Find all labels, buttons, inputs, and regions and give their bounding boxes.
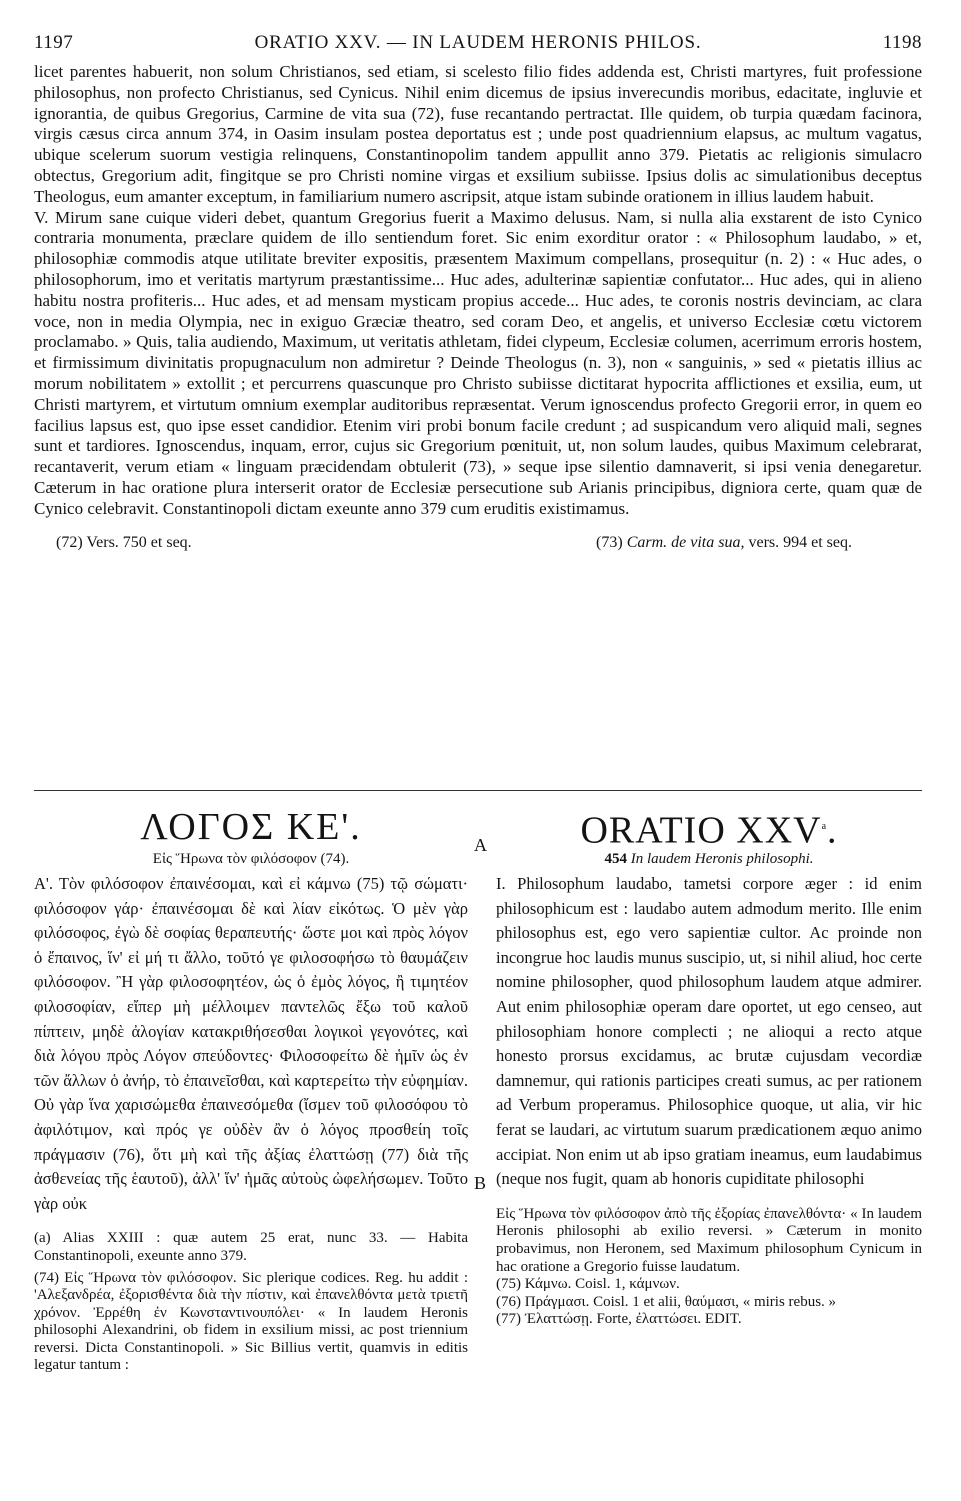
footnote-a: (a) Alias XXIII : quæ autem 25 erat, nunc 33. — Habita Constantinopoli, exeunte anno 379. <box>34 1230 468 1264</box>
greek-text: Α'. Τὸν φιλόσοφον ἐπαινέσομαι, καὶ εἰ κάμνω (75) τῷ σώματι· φιλόσοφον γάρ· ἐπαινέσομαι δὲ καὶ λίαν εἰκότως. Ὁ μὲν γὰρ φιλόσοφος, ἐγὼ δὲ σοφίας θεραπευτής· ὥστε μοι καὶ πρὸς λόγον ὁ ἔπαινος, ἵν' εἰ μή τι ἄλλο, τοῦτό γε φιλοσοφήσω τὸ θαυμάζειν φιλόσοφον. Ἢ γὰρ φιλοσοφητέον, ὡς ὁ ἐμὸς λόγος, ἢ τιμητέον φιλοσοφίαν, εἴπερ μὴ μέλλοιμεν παντελῶς ἔξω τοῦ καλοῦ πίπτειν, μηδὲ ἀλογίαν κατακριθήσεσθαι λογικοὶ γεγονότες, καὶ διὰ λόγου πρὸς Λόγον σπεύδοντες· Φιλοσοφείτω δὲ ἡμῖν ὡς ἐν τῶν ἄλλων ὁ ἀνήρ, τὸ ἐπαινεῖσθαι, καὶ καρτερείτω τὴν εὐφημίαν. Οὐ γὰρ ἵνα χαρισώμεθα ἐπαινεσόμεθα (ἴσμεν τοῦ φιλοσόφου τὸ ἀφιλότιμον, καὶ πρός γε οὐδὲν ἂν ὁ λόγος προσθείη τοῖς πράγμασιν (76), ὅτι μὴ καὶ τῆς ἀξίας ἐλαττώσῃ (77) διὰ τῆς ἀσθενείας τῆς ἑαυτοῦ), ἀλλ' ἵν' ἡμᾶς αὐτοὺς ὠφελήσωμεν. Τοῦτο γὰρ οὐκ <box>34 874 468 1213</box>
greek-title: ΛΟΓΟΣ ΚΕ'. <box>140 806 362 848</box>
margin-letter-a: A <box>474 835 487 855</box>
footnote-75: (75) Κάμνω. Coisl. 1, κάμνων. <box>496 1276 680 1293</box>
latin-column <box>496 805 922 1329</box>
latin-text: I. Philosophum laudabo, tametsi corpore æger : id enim philosophicum est : laudabo autem admodum merito. Ille enim philosophus est, ego vero sapientiæ cultor. Ac proinde non incongrue hoc laudis munus suscipio, ut, si nihil aliud, hoc certe nomine philosopher, quod philosophum laudem atque admirer. Aut enim philosophiæ operam dare oportet, ut ego censeo, aut philosophiam honore complecti ; ne alioqui a recto atque honesto prorsus excidamus, ac brutæ cujusdam vecordiæ damnemur, qui rationis participes creati sumus, ac per rationem ad Verbum properamus. Philosophice quoque, ut alia, vir hic ferat se laudari, ac virtutum suarum prædicationem æquo animo accipiat. Non enim ut ab ipso gratiam ineamus, eum laudabimus (neque nos fugit, quam ab honoris cupiditate philosophi <box>496 874 922 1189</box>
latin-subtitle: 454 In laudem Heronis philosophi. <box>604 851 814 867</box>
page-number-left: 1197 <box>34 32 74 53</box>
footnote-73: (73) Carm. de vita sua, vers. 994 et seq. <box>596 533 852 551</box>
latin-footnotes <box>496 1206 922 1329</box>
footnote-77: (77) Ἐλαττώσῃ. Forte, ἐλαττώσει. EDIT. <box>496 1311 742 1328</box>
footnote-74: (74) Εἰς Ἥρωνα τὸν φιλόσοφον. Sic plerique codices. Reg. hu addit : 'Αλεξανδρέα, ἐξορισθέντα διὰ τὴν πίστιν, καὶ ἐπανελθόντα μετὰ τριετῆ χρόνον. Ἐρρέθη ἐν Κωνσταντινουπόλει· « In laudem Heronis philosophi Alexandrini, ob fidem in exsilium missi, ac post triennium reversi. Dicta Constantinopoli. » Sic Billius vertit, quamvis in editis legatur tantum : <box>34 1269 468 1374</box>
margin-letter-b: B <box>474 1173 487 1193</box>
greek-footnotes <box>34 1230 468 1375</box>
footnote-76: (76) Πράγμασι. Coisl. 1 et alii, θαύμασι, « miris rebus. » <box>496 1293 837 1310</box>
running-title: ORATIO XXV. — IN LAUDEM HERONIS PHILOS. <box>254 32 702 53</box>
lower-section <box>34 0 922 1501</box>
latin-title: ORATIO XXV$^a$. <box>580 809 838 852</box>
greek-subtitle: Εἰς Ἥρωνα τὸν φιλόσοφον (74). <box>152 851 350 867</box>
footnote-72: (72) Vers. 750 et seq. <box>56 533 192 551</box>
column-number: 454 <box>604 851 627 867</box>
intro-paragraph-1: licet parentes habuerit, non solum Christianos, sed etiam, si scelesto filio fides addenda est, Christi martyres, fuit professione philosophus, non profecto Christianus, sed Cynicus. Nihil enim dicemus de ipsius inverecundis moribus, edacitate, ingluvie et ignorantia, de quibus Gregorius, Carmine de vita sua (72), fuse recantando pertractat. Ille quidem, ob turpia quædam facinora, virgis cæsus circa annum 374, in Oasim insulam postea deportatus est ; unde post quadriennium elapsus, ac multum vagatus, ubique scelerum suorum vestigia relinquens, Constantinopolim tandem appullit anno 379. Pietatis ac religionis simulacro obtectus, Gregorium adit, fingitque se pro Christi nomine virgas et exsilium subiisse. Ipsius dolis ac simulationibus deceptus Theologus, eum amanter exceptum, in familiarium numero ascripsit, atque istam subinde orationem in illius laudem habuit. <box>34 62 922 206</box>
footnote-marker-a: a <box>821 821 828 832</box>
greek-column <box>34 805 468 1375</box>
footnote-title-note: Εἰς Ἥρωνα τὸν φιλόσοφον ἀπὸ τῆς ἐξορίας ἐπανελθόντα· « In laudem Heronis philosophi ab exilio reversi. » Cæterum in monito probavimus, non Heronem, sed Maximum philosophum Cynicum in hac oratione a Gregorio fuisse laudatum. <box>496 1205 922 1275</box>
page-number-right: 1198 <box>882 32 922 53</box>
intro-paragraph-2: V. Mirum sane cuique videri debet, quantum Gregorius fuerit a Maximo delusus. Nam, si nulla alia exstarent de isto Cynico contraria monumenta, præclare quidem de illo sentiendum foret. Sic enim exorditur orator : « Philosophum laudabo, » et, philosophiæ commodis atque utilitate breviter expositis, præsentem Maximum compellans, prosequitur (n. 2) : « Huc ades, o philosophorum, imo et veritatis martyrum præstantissime... Huc ades, adulterinæ sapientiæ confutator... Huc ades, qui in alieno habitu nostra profiteris... Huc ades, et ad mensam mysticam propius accede... Huc ades, te coronis nostris devinciam, ac clara voce, non in media Olympia, nec in exiguo Græciæ theatro, sed coram Deo, et angelis, et universo Ecclesiæ cœtu victorem proclamabo. » Quis, talia audiendo, Maximum, ut veritatis athletam, fidei clypeum, Ecclesiæ columen, acerrimum erroris hostem, et firmissimum divinitatis propugnaculum non admiretur ? Deinde Theologus (n. 3), non « sanguinis, » sed « pietatis illius ac morum nobilitatem » extollit ; et percurrens quascunque pro Christo subiisse dictitarat hypocrita afflictiones et exsilia, eum, ut Christi martyrem, et virtutum omnium exemplar auditoribus repræsentat. Verum ignoscendus profecto Gregorii error, in quem eo facilius lapsus est, quo ipse esset candidior. Etenim viri probi bonum facile credunt ; ad suspicandum vero aliquid mali, segnes sunt et tardiores. Ignoscendus, inquam, error, cujus sic Gregorium pœnituit, ut, non solum laudes, quibus Maximum celebrarat, recantaverit, verum etiam « linguam præcidendam obtulerit (73), » seque ipse silentio damnaverit, si ipsi venia denegaretur. Cæterum in hac oratione plura interserit orator de Ecclesiæ persecutione sub Arianis principibus, digniora certe, quam quæ de Cynico celebravit. Constantinopoli dictam exeunte anno 379 cum eruditis existimamus. <box>34 207 922 518</box>
divider-rule <box>34 790 922 791</box>
